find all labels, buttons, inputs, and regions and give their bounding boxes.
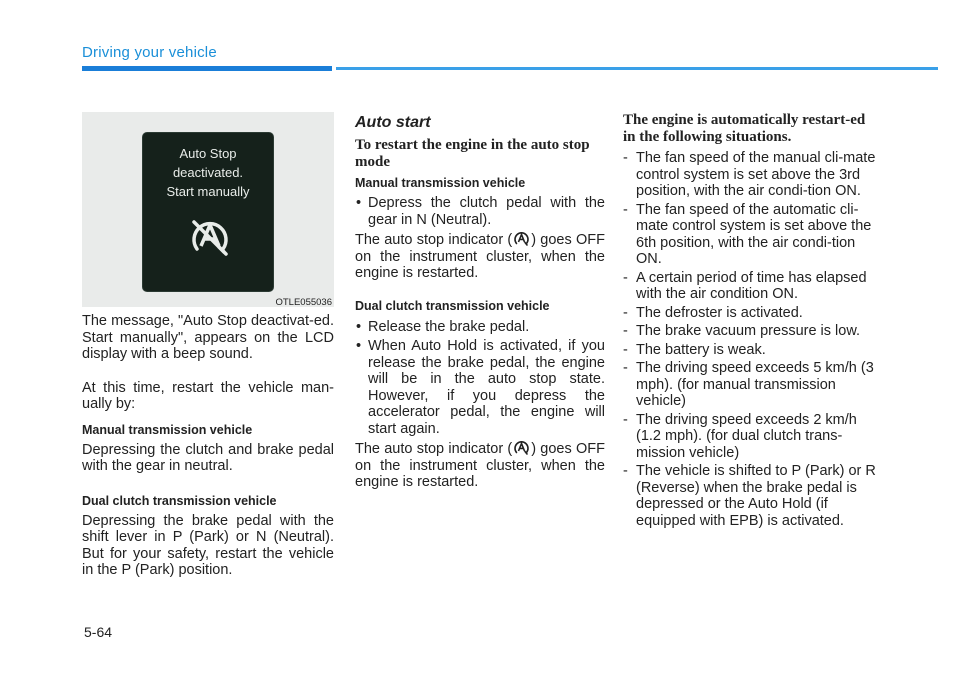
heading: To restart the engine in the auto stop mode (355, 137, 590, 170)
section-header: Driving your vehicle (82, 44, 217, 61)
subheading: Dual clutch transmission vehicle (355, 298, 550, 313)
column-2 (355, 112, 605, 491)
section-title: Auto start (355, 114, 431, 131)
paragraph: Depressing the clutch and brake pedal with the gear in neutral. (82, 441, 334, 474)
header-rule-light (336, 67, 938, 70)
list-item: - The brake vacuum pressure is low. (623, 323, 861, 339)
paragraph: The auto stop indicator ( ) goes OFF on the instrument cluster, when the engine is restarted. (355, 441, 605, 490)
subheading: Manual transmission vehicle (355, 176, 526, 190)
page-number: 5-64 (84, 624, 113, 640)
lcd-message: Auto Stop deactivated. Start manually (166, 146, 250, 199)
subheading: Dual clutch transmission vehicle (82, 493, 277, 508)
list-item: - The driving speed exceeds 2 km/h (1.2 mph). (for dual clutch trans-mission vehicle) (623, 411, 857, 461)
paragraph: The message, "Auto Stop deactivat-ed. Start manually", appears on the LCD display with a beep sound. (82, 313, 334, 362)
list-item: - A certain period of time has elapsed with the air condition ON. (623, 269, 867, 302)
header-rule-dark (82, 66, 332, 71)
list-item: - The defroster is activated. (623, 304, 803, 321)
image-code: OTLE055036 (275, 297, 332, 308)
list-item: - The driving speed exceeds 5 km/h (3 mph). (for manual transmission vehicle) (623, 360, 874, 409)
column-3 (623, 112, 881, 529)
list-item: - The vehicle is shifted to P (Park) or R (Reverse) when the brake pedal is depressed or the Auto Hold (if equipped with EPB) is activated. (623, 463, 876, 529)
column-1 (82, 112, 334, 579)
list-item: - The fan speed of the manual cli-mate control system is set above the 3rd position, with the air condi-tion ON. (623, 150, 876, 199)
paragraph: The auto stop indicator ( ) goes OFF on the instrument cluster, when the engine is restarted. (355, 232, 605, 281)
paragraph: Depressing the brake pedal with the shift lever in P (Park) or N (Neutral). But for your safety, restart the vehicle in the P (Park) position. (82, 512, 334, 578)
paragraph: At this time, restart the vehicle man-ually by: (82, 379, 334, 412)
list-item: - The battery is weak. (623, 341, 766, 358)
heading: The engine is automatically restart-ed in the following situations. (623, 112, 866, 145)
bullet-item: • Depress the clutch pedal with the gear in N (Neutral). (355, 195, 605, 228)
auto-stop-off-icon (185, 213, 235, 263)
lcd-photo (82, 112, 334, 307)
subheading: Manual transmission vehicle (82, 422, 253, 437)
auto-stop-indicator-icon (513, 231, 530, 246)
list-item: - The fan speed of the automatic cli-mate control system is set above the 6th position, with the air condi-tion ON. (623, 201, 872, 267)
lcd-display (142, 132, 274, 292)
bullet-item: • Release the brake pedal. (355, 319, 605, 336)
auto-stop-indicator-icon (513, 440, 530, 455)
restart-conditions-list (623, 150, 881, 529)
bullet-item: • When Auto Hold is activated, if you release the brake pedal, the engine will be in the auto stop state. However, if you depress the accelerator pedal, the engine will start again. (355, 338, 605, 437)
